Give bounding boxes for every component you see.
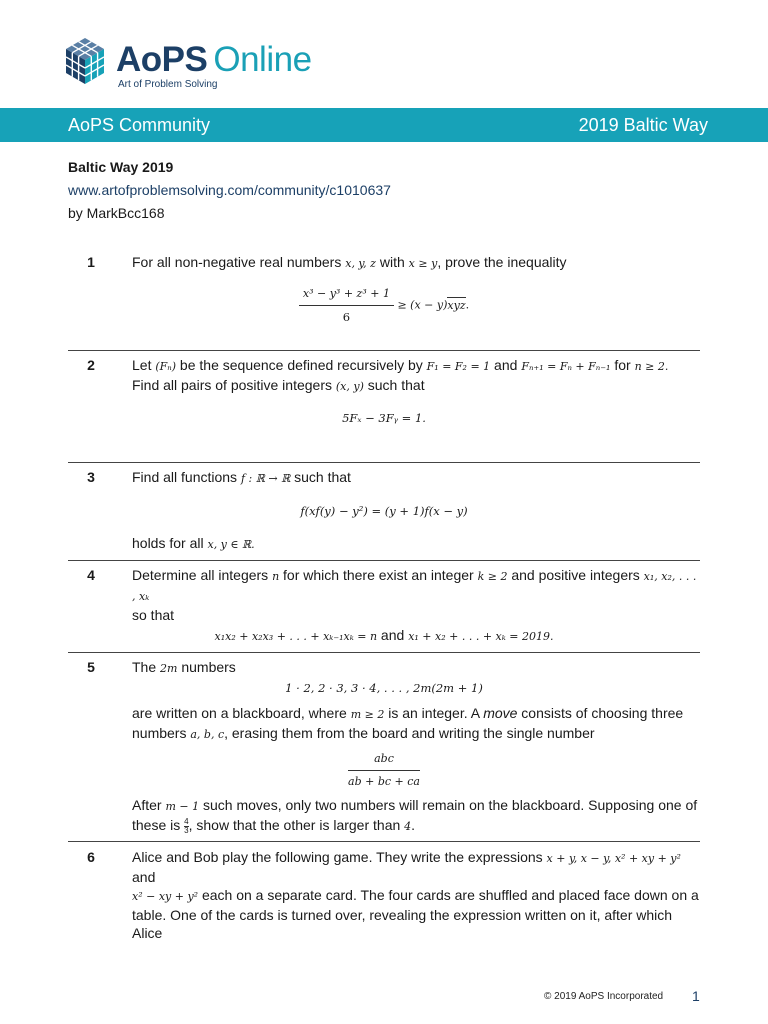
divider: [68, 462, 700, 463]
math: m − 1: [165, 800, 200, 813]
math: F₁ = F₂ = 1: [426, 360, 491, 373]
problem-body: [132, 658, 700, 836]
document-meta: [68, 156, 391, 225]
text: with: [375, 254, 409, 270]
math: x₁, x₂, . . . , xₖ: [132, 570, 697, 603]
text: Let: [132, 357, 156, 373]
math: m ≥ 2: [350, 708, 385, 721]
text: and: [377, 627, 409, 643]
author: by MarkBcc168: [68, 205, 165, 221]
numerator: abc: [348, 750, 420, 771]
denominator: 3: [184, 825, 189, 835]
text: holds for all: [132, 535, 208, 551]
math: n: [272, 570, 280, 583]
fraction: [348, 750, 420, 791]
display-formula: [132, 285, 636, 326]
text: and positive integers: [507, 567, 644, 583]
cube-logo-icon: [66, 38, 104, 84]
brand-tagline: Art of Problem Solving: [118, 79, 218, 90]
divider: [68, 560, 700, 561]
text: , prove the inequality: [437, 254, 567, 270]
problem-2: [68, 356, 700, 427]
text: numbers: [132, 725, 191, 741]
text: table. One of the cards is turned over, revealing the expression written on it, after which Alice: [132, 907, 673, 941]
denominator: 6: [342, 310, 351, 324]
banner-contest: 2019 Baltic Way: [578, 115, 708, 135]
problem-3: [68, 468, 700, 554]
math: x, y ∈ ℝ.: [207, 538, 255, 551]
text: Determine all integers: [132, 567, 273, 583]
display-formula: [132, 626, 636, 646]
math: x + y, x − y, x² + xy + y²: [546, 852, 681, 865]
text: numbers: [177, 659, 236, 675]
math: x₁ + x₂ + . . . + xₖ = 2019.: [408, 630, 554, 643]
problem-number: 2: [87, 357, 95, 373]
problem-6: [68, 848, 700, 942]
problem-body: [132, 253, 700, 326]
display-formula: f(xf(y) − y²) = (y + 1)f(x − y): [300, 504, 468, 518]
problem-body: [132, 468, 700, 554]
text: , show that the other is larger than: [188, 817, 405, 833]
math: ≥ (x − y): [393, 298, 448, 312]
math: x² − xy + y²: [132, 890, 199, 903]
problem-number: 3: [87, 469, 95, 485]
math: (x, y): [335, 380, 364, 393]
text: for which there exist an integer: [279, 567, 478, 583]
denominator: ab + bc + ca: [348, 775, 420, 788]
text: and: [132, 869, 156, 885]
problem-number: 4: [87, 567, 95, 583]
math: f : ℝ → ℝ: [240, 472, 291, 485]
sqrt-arg: xyz: [447, 298, 466, 312]
math: n ≥ 2.: [634, 360, 669, 373]
text: Find all functions: [132, 469, 241, 485]
text: is an integer. A: [384, 705, 484, 721]
math: a, b, c: [190, 728, 225, 741]
brand-name: [116, 40, 312, 80]
fraction: [299, 285, 394, 326]
text: such that: [290, 469, 351, 485]
brand-light: Online: [213, 40, 312, 79]
text: .: [411, 817, 416, 833]
text: so that: [132, 607, 175, 623]
text: these is: [132, 817, 185, 833]
document-title: Baltic Way 2019: [68, 159, 174, 175]
banner-community[interactable]: AoPS Community: [68, 115, 211, 135]
problem-body: [132, 566, 700, 646]
page-number: 1: [692, 988, 700, 1004]
problem-4: [68, 566, 700, 646]
text: For all non-negative real numbers: [132, 254, 346, 270]
text: and: [490, 357, 522, 373]
problem-number: 6: [87, 849, 95, 865]
math: 2m: [160, 662, 178, 675]
community-link[interactable]: www.artofproblemsolving.com/community/c1010637: [68, 182, 391, 198]
problem-body: [132, 356, 700, 427]
text: , erasing them from the board and writing the single number: [224, 725, 595, 741]
display-formula: [132, 750, 636, 791]
math: x ≥ y: [408, 257, 438, 270]
text: such moves, only two numbers will remain on the blackboard. Supposing one of: [199, 797, 698, 813]
text: such that: [363, 377, 425, 393]
math: 4: [404, 820, 412, 833]
math: (Fₙ): [155, 360, 177, 373]
problem-1: [68, 253, 700, 326]
text: for: [610, 357, 635, 373]
header-banner: [0, 108, 768, 142]
math: x₁x₂ + x₂x₃ + . . . + xₖ₋₁xₖ = n: [214, 630, 378, 643]
problem-5: [68, 658, 700, 836]
text: be the sequence defined recursively by: [176, 357, 427, 373]
copyright: © 2019 AoPS Incorporated: [544, 991, 664, 1002]
divider: [68, 841, 700, 842]
math: .: [465, 298, 470, 312]
text: Find all pairs of positive integers: [132, 377, 336, 393]
display-formula: 5Fₓ − 3Fᵧ = 1.: [342, 411, 426, 425]
problem-number: 1: [87, 254, 95, 270]
text: The: [132, 659, 161, 675]
problem-body: [132, 848, 700, 942]
aops-logo[interactable]: [66, 36, 326, 96]
math: k ≥ 2: [477, 570, 508, 583]
text: each on a separate card. The four cards are shuffled and placed face down on a: [198, 887, 699, 903]
text: Alice and Bob play the following game. They write the expressions: [132, 849, 547, 865]
problem-number: 5: [87, 659, 95, 675]
brand-bold: AoPS: [116, 40, 208, 79]
divider: [68, 652, 700, 653]
numerator: 4: [184, 816, 189, 826]
divider: [68, 350, 700, 351]
math: x, y, z: [345, 257, 376, 270]
math: Fₙ₊₁ = Fₙ + Fₙ₋₁: [521, 360, 611, 373]
numerator: x³ − y³ + z³ + 1: [299, 285, 394, 306]
text: are written on a blackboard, where: [132, 705, 351, 721]
emphasis: move: [483, 705, 518, 721]
text: After: [132, 797, 166, 813]
display-formula: 1 · 2, 2 · 3, 3 · 4, . . . , 2m(2m + 1): [285, 681, 483, 695]
text: consists of choosing three: [517, 705, 684, 721]
